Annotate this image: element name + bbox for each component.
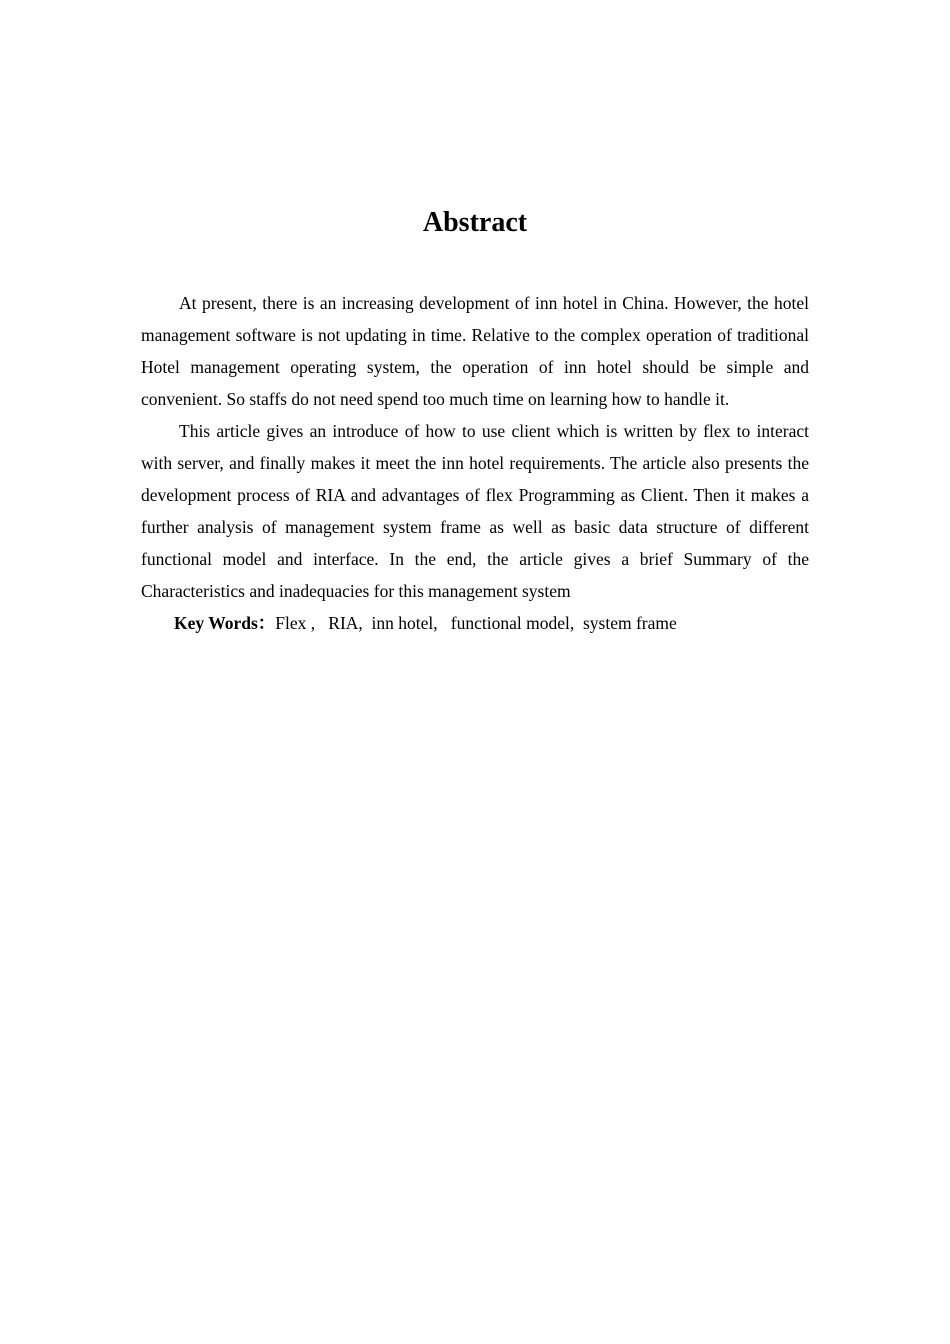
abstract-paragraph: At present, there is an increasing development of inn hotel in China. However, the hotel management software is not updating in time. Relative to the complex operation of traditional Hotel management operating system, the operation of inn hotel should be simple and convenient. So staffs do not need spend too much time on learning how to handle it. bbox=[141, 293, 809, 409]
keywords-text: Flex , RIA, inn hotel, functional model, system frame bbox=[275, 613, 677, 633]
keywords-line bbox=[141, 607, 809, 639]
keywords-label: Key Words： bbox=[174, 613, 276, 633]
page-title: Abstract bbox=[422, 207, 528, 238]
abstract-paragraph: This article gives an introduce of how to use client which is written by flex to interact with server, and finally makes it meet the inn hotel requirements. The article also presents the development process of RIA and advantages of flex Programming as Client. Then it makes a further analysis of management system frame as well as basic data structure of different functional model and interface. In the end, the article gives a brief Summary of the Characteristics and inadequacies for this management system bbox=[141, 421, 809, 601]
abstract-body bbox=[141, 287, 809, 639]
